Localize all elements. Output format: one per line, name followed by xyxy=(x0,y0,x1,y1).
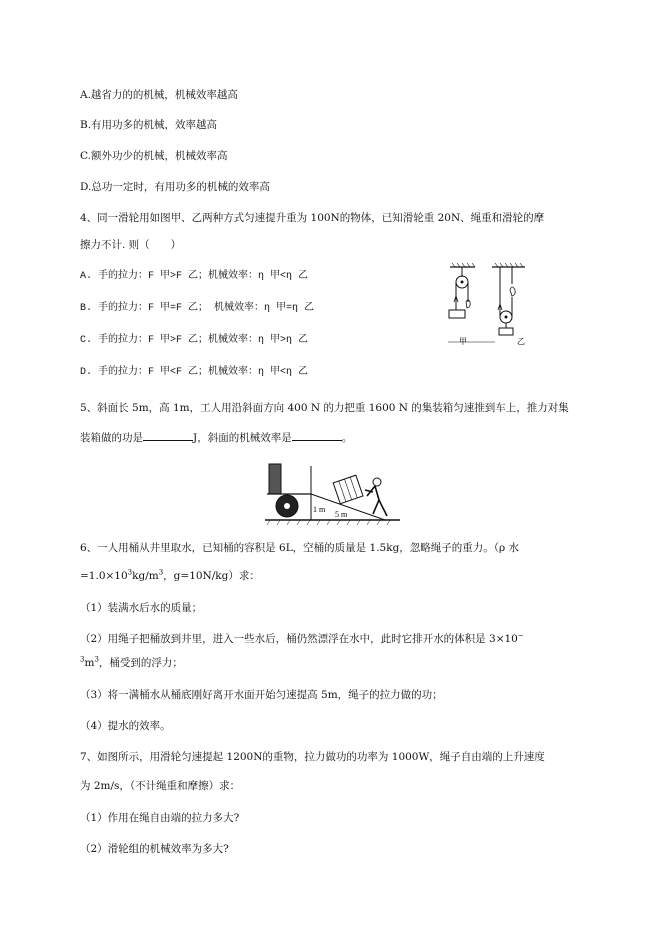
q6-density-b: kg/m xyxy=(132,570,159,582)
q5-line1: 5、斜面长 5m，高 1m，工人用沿斜面方向 400 N 的力把重 1600 N 的集装箱匀速推到车上，推力对集 xyxy=(80,402,569,414)
q6-sub2-text: （2）用绳子把桶放到井里，进入一些水后，桶仍然漂浮在水中，此时它排开水的体积是 3×10 xyxy=(80,633,518,645)
q7-line1: 7、如图所示，用滑轮匀速提起 1200N的重物，拉力做功的功率为 1000W，绳子自由端的上升速度 xyxy=(80,751,545,763)
q6-sub2-line2 xyxy=(80,656,183,670)
q6-sub2-line1 xyxy=(80,632,524,646)
label-length: 5 m xyxy=(335,510,348,519)
q4-stem-line2: 擦力不计. 则（ ） xyxy=(80,239,182,251)
q3-option-c: C.额外功少的机械，机械效率高 xyxy=(80,150,228,162)
q6-sub2-unit: m xyxy=(84,657,95,669)
pulley-figure xyxy=(445,262,535,347)
q6-line2 xyxy=(80,569,260,583)
q6-sub2-line2-sup: 3 xyxy=(80,655,85,664)
q7-sub2: （2）滑轮组的机械效率为多大? xyxy=(80,843,229,855)
q4-option-b: B. 手的拉力：F 甲=F 乙； 机械效率：η 甲=η 乙 xyxy=(80,303,315,314)
q6-sup1: 3 xyxy=(127,568,133,577)
q5-line2 xyxy=(80,430,352,445)
q3-option-a: A.越省力的的机械，机械效率越高 xyxy=(80,89,238,101)
q6-sub3: （3）将一满桶水从桶底刚好离开水面开始匀速提高 5m，绳子的拉力做的功； xyxy=(80,689,443,701)
q6-line1: 6、一人用桶从井里取水，已知桶的容积是 6L，空桶的质量是 1.5kg，忽略绳子的重力。（ρ 水 xyxy=(80,542,520,554)
incline-figure xyxy=(265,462,400,528)
q4-stem-line1: 4、同一滑轮用如图甲、乙两种方式匀速提升重为 100N的物体，已知滑轮重 20N、绳重和滑轮的摩 xyxy=(80,212,545,224)
q7-line2: 为 2m/s，（不计绳重和摩擦）求： xyxy=(80,780,241,792)
label-yi: 乙 xyxy=(517,337,525,346)
label-height: 1 m xyxy=(313,505,326,514)
q6-sub2-unit-sup: 3 xyxy=(94,655,99,664)
q3-option-d: D.总功一定时，有用功多的机械的效率高 xyxy=(80,181,270,193)
q6-sub4: （4）提水的效率。 xyxy=(80,720,171,732)
q6-sub2-rest: ，桶受到的浮力； xyxy=(98,657,183,669)
q6-sup2: 3 xyxy=(158,568,164,577)
q5-blank-efficiency[interactable] xyxy=(292,430,342,441)
q6-sub1: （1）装满水后水的质量； xyxy=(80,602,203,614)
q5-text-a: 装箱做的功是 xyxy=(80,432,143,444)
q5-text-c: 。 xyxy=(341,432,353,444)
q3-option-b: B.有用功多的机械，效率越高 xyxy=(80,119,218,131)
q4-option-c: C. 手的拉力：F 甲>F 乙；机械效率：η 甲>η 乙 xyxy=(80,335,309,346)
q6-density-a: =1.0×10 xyxy=(80,570,128,582)
q4-option-a: A. 手的拉力：F 甲>F 乙；机械效率：η 甲<η 乙 xyxy=(80,271,309,282)
q5-blank-work[interactable] xyxy=(143,430,193,441)
label-jia: 甲 xyxy=(459,337,467,346)
q5-text-b: J，斜面的机械效率是 xyxy=(193,432,292,444)
q6-density-c: ，g=10N/kg）求： xyxy=(163,570,260,582)
q4-option-d: D. 手的拉力：F 甲<F 乙；机械效率：η 甲<η 乙 xyxy=(80,367,309,378)
q6-sub2-sup: − xyxy=(517,631,524,640)
q7-sub1: （1）作用在绳自由端的拉力多大? xyxy=(80,812,240,824)
